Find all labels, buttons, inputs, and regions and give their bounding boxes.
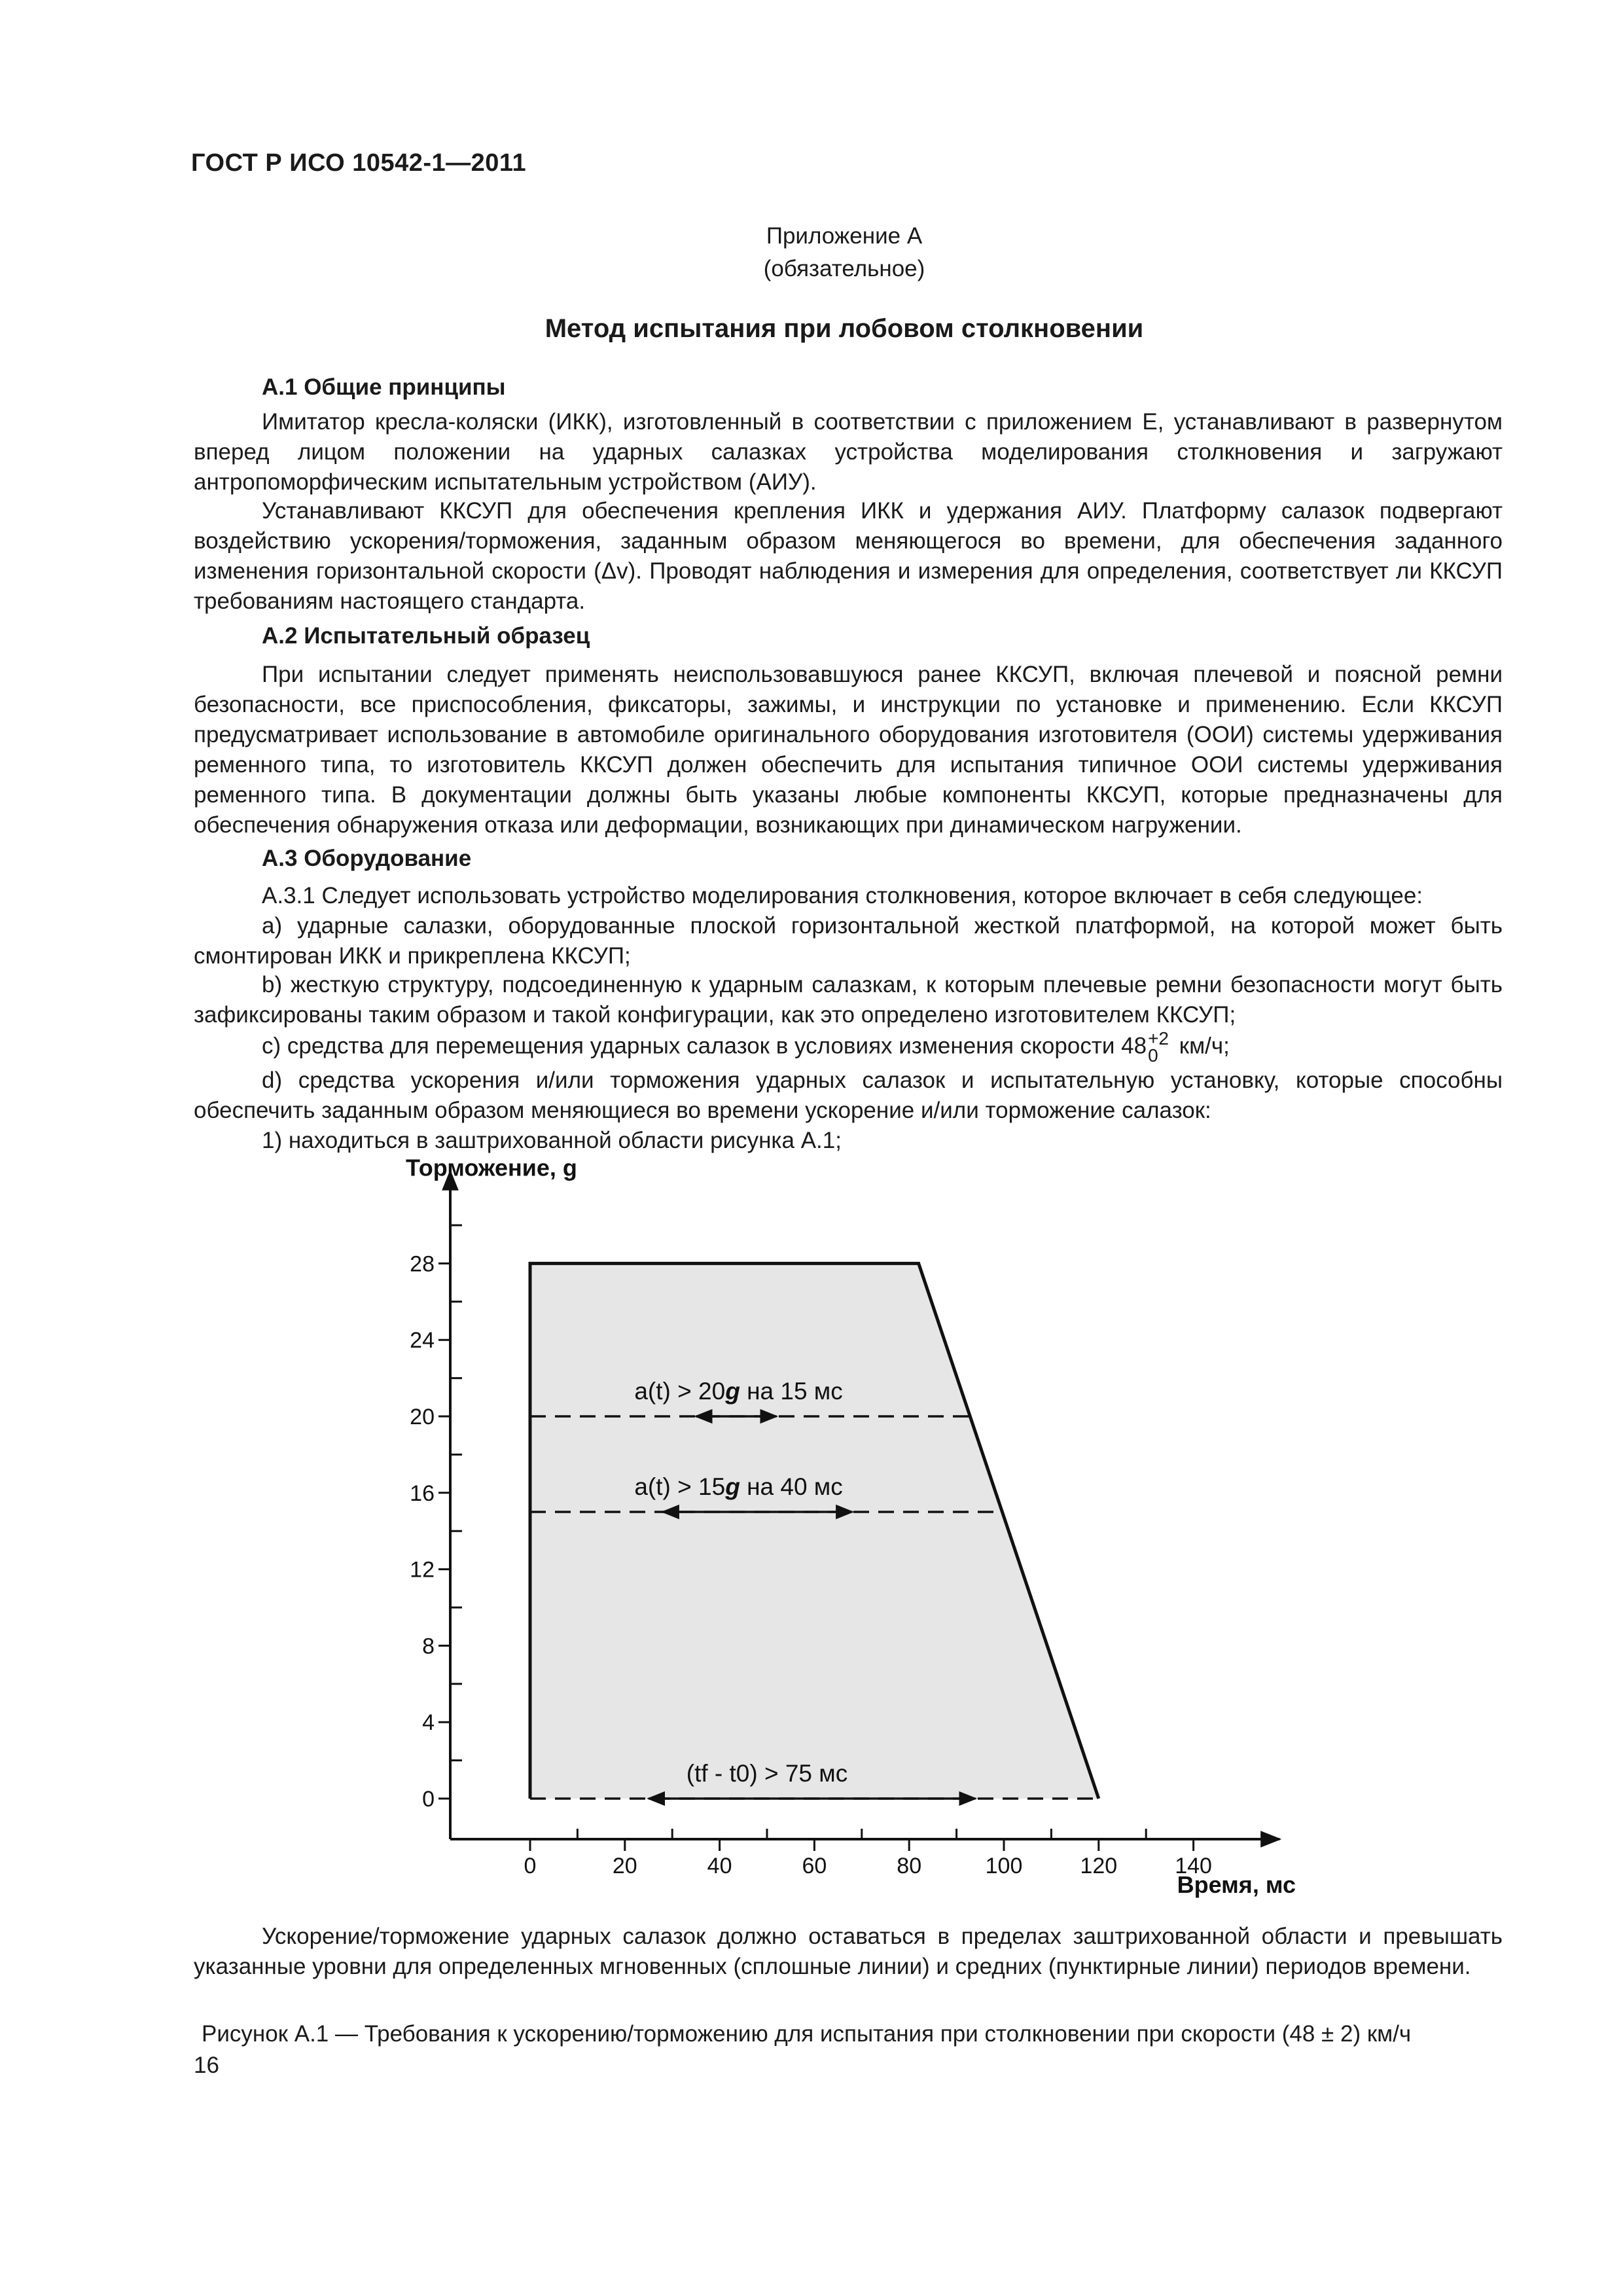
appendix-status: (обязательное) [763,256,925,281]
tolerance [1148,1030,1169,1064]
corridor-fill [530,1263,1099,1799]
figure-caption: Рисунок А.1 — Требования к ускорению/торможению для испытания при столкновении при скорости (48 ± 2) км/ч [202,2021,1412,2047]
section-heading-a2: А.2 Испытательный образец [262,623,590,649]
paragraph-a3-1: А.3.1 Следует использовать устройство моделирования столкновения, которое включает в себя следующее: [262,883,1423,908]
x-tick-label: 40 [707,1854,732,1878]
document-header: ГОСТ Р ИСО 10542-1—2011 [191,149,527,177]
annotation-15g: a(t) > 15g на 40 мс [634,1473,843,1500]
speed-unit: км/ч; [1179,1033,1230,1059]
x-tick-label: 60 [802,1854,827,1878]
x-axis-label: Время, мс [1177,1871,1296,1898]
x-tick-label: 0 [524,1854,537,1878]
x-tick-label: 20 [612,1854,637,1878]
figure-note: Ускорение/торможение ударных салазок должно оставаться в пределах заштрихованной области и превышать указанные уровни для определенных мгновенных (сплошные линии) и средних (пунктирные линии) периодов времени. [194,1924,1503,1979]
deceleration-chart [393,1158,1309,1931]
y-tick-label: 20 [410,1405,435,1429]
page-title: Метод испытания при лобовом столкновении [544,314,1144,343]
paragraph-a1-1: Имитатор кресла-коляски (ИКК), изготовленный в соответствии с приложением Е, устанавливают в развернутом вперед лицом положении на ударных салазках устройства моделирования столкновения и загружают антропоморфическим испытательным устройством (АИУ). [194,409,1503,495]
y-tick-label: 4 [422,1710,435,1736]
list-item-c-text: c) средства для перемещения ударных салазок в условиях изменения скорости 48 [262,1033,1147,1059]
y-tick-label: 8 [422,1634,435,1659]
y-tick-label: 24 [410,1328,435,1354]
x-tick-label: 140 [1175,1854,1212,1878]
section-heading-a3: А.3 Оборудование [262,846,472,871]
list-item-a: a) ударные салазки, оборудованные плоской горизонтальной жесткой платформой, на которой может быть смонтирован ИКК и прикреплена ККСУП; [194,913,1503,969]
annotation-duration: (tf - t0) > 75 мс [686,1760,848,1787]
y-tick-label: 16 [410,1480,435,1506]
y-tick-label: 28 [410,1251,435,1277]
x-tick-label: 120 [1080,1854,1118,1878]
list-item-b: b) жесткую структуру, подсоединенную к ударным салазкам, к которым плечевые ремни безопасности могут быть зафиксированы таким образом и такой конфигурации, как это определено изготовителем ККСУП; [194,972,1503,1028]
annotation-20g: a(t) > 20g на 15 мс [634,1378,843,1405]
section-heading-a1: А.1 Общие принципы [262,374,506,400]
appendix-label: Приложение А [766,223,923,249]
x-tick-label: 100 [985,1854,1023,1878]
y-tick-label: 12 [410,1557,435,1583]
list-item-d: d) средства ускорения и/или торможения ударных салазок и испытательную установку, которые способны обеспечить заданным образом меняющиеся во времени ускорение и/или торможение салазок: [194,1067,1503,1123]
list-item-c [194,1030,1503,1064]
page-number: 16 [194,2053,219,2078]
tolerance-upper: +2 [1148,1028,1169,1049]
tolerance-lower: 0 [1148,1045,1158,1066]
y-axis-label: Торможение, g [406,1158,577,1181]
paragraph-a2-1: При испытании следует применять неиспользовавшуюся ранее ККСУП, включая плечевой и поясной ремни безопасности, все приспособления, фиксаторы, зажимы, и инструкции по установке и применению. Если ККСУП предусматривает использование в автомобиле оригинального оборудования изготовителя (ООИ) системы удерживания ременного типа, то изготовитель ККСУП должен обеспечить для испытания типичное ООИ системы удерживания ременного типа. В документации должны быть указаны любые компоненты ККСУП, которые предназначены для обеспечения обнаружения отказа или деформации, возникающих при динамическом нагружении. [194,662,1503,838]
paragraph-a1-2: Устанавливают ККСУП для обеспечения крепления ИКК и удержания АИУ. Платформу салазок подвергают воздействию ускорения/торможения, заданным образом меняющегося во времени, для обеспечения заданного изменения горизонтальной скорости (Δv). Проводят наблюдения и измерения для определения, соответствует ли ККСУП требованиям настоящего стандарта. [194,498,1503,614]
x-tick-label: 80 [897,1854,922,1878]
y-tick-label: 0 [422,1787,435,1812]
list-item-d1: 1) находиться в заштрихованной области рисунка А.1; [262,1128,842,1153]
